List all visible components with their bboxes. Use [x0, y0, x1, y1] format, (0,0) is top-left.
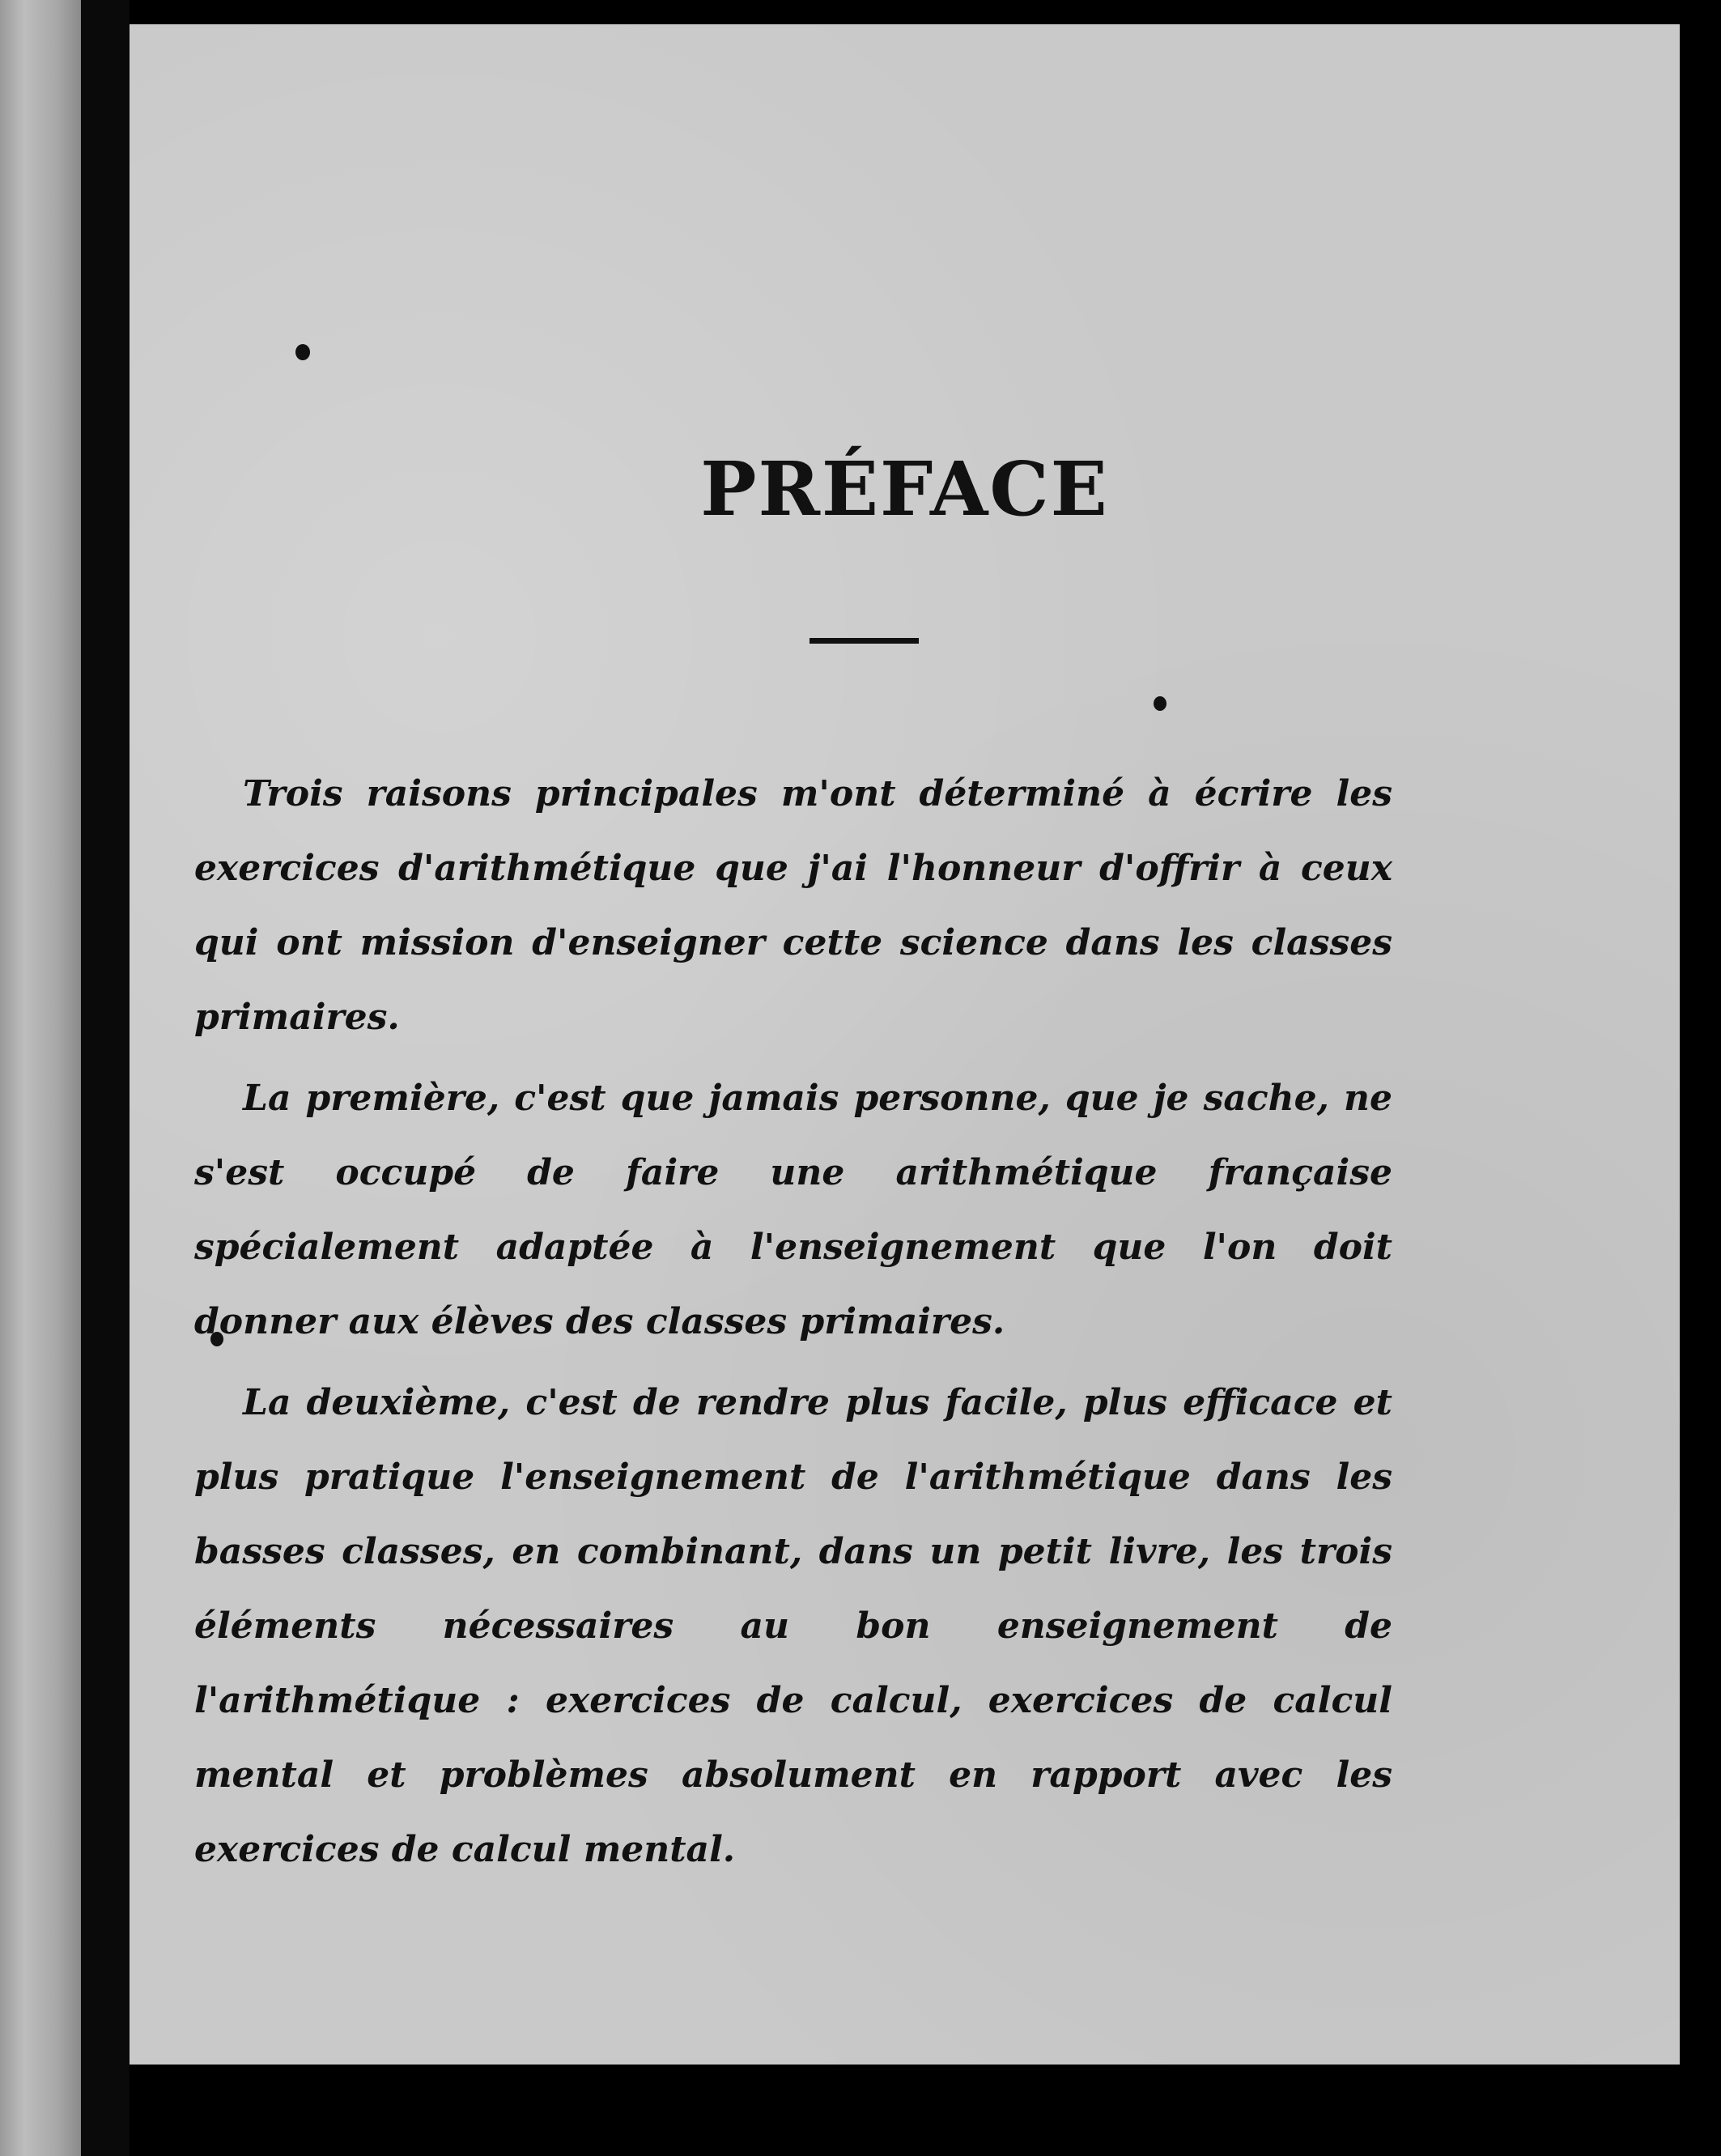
- preface-body: [194, 757, 1392, 1894]
- bottom-scan-edge: [130, 2065, 1721, 2156]
- page-title: PRÉFACE: [700, 445, 1109, 533]
- paragraph-1: Trois raisons principales m'ont déterminé à écrire les exercices d'arithmétique que j'ai l'honneur d'offrir à ceux qui ont mission d'enseigner cette science dans les classes primaires.: [194, 773, 1392, 1038]
- paragraph-2: La première, c'est que jamais personne, que je sache, ne s'est occupé de faire une arithmétique française spécialement adaptée à l'enseignement que l'on doit donner aux élèves des classes primaires.: [194, 1078, 1392, 1342]
- binding-shadow: [81, 0, 130, 2156]
- ink-speck: [295, 344, 310, 360]
- ink-speck: [1154, 696, 1166, 711]
- paragraph-3: La deuxième, c'est de rendre plus facile, plus efficace et plus pratique l'enseignement de l'arithmétique dans les basses classes, en combinant, dans un petit livre, les trois éléments nécessaires au bon enseignement de l'arithmétique : exercices de calcul, exercices de calcul mental et problèmes absolument en rapport avec les exercices de calcul mental.: [194, 1382, 1392, 1870]
- left-page-edge: [0, 0, 81, 2156]
- book-page: [130, 24, 1680, 2065]
- title-rule: [810, 638, 919, 644]
